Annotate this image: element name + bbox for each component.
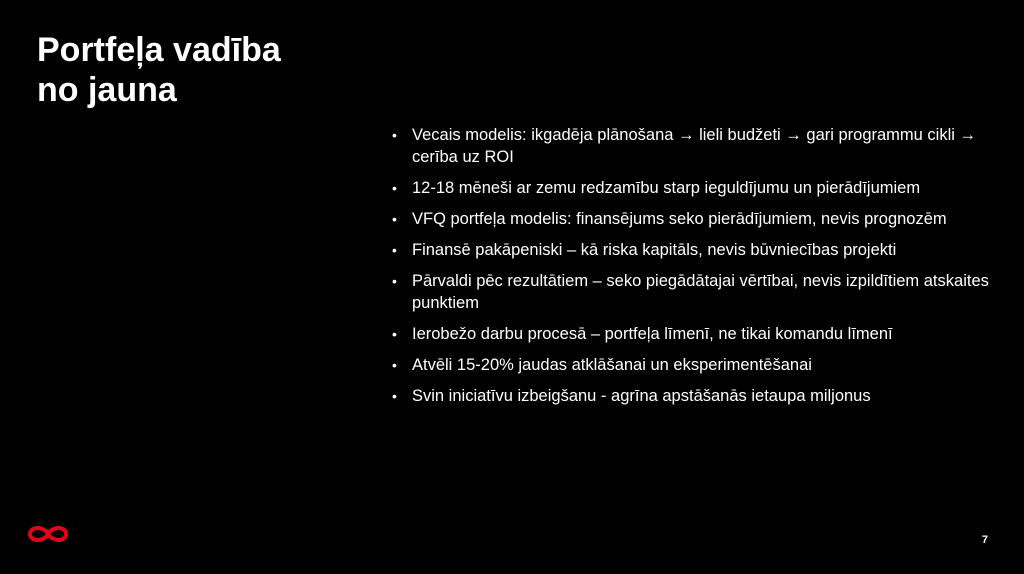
bullet-item bbox=[392, 385, 1002, 407]
bullet-text: Ierobežo darbu procesā – portfeļa līmenī, ne tikai komandu līmenī bbox=[412, 325, 893, 343]
slide-title-line-2: no jauna bbox=[37, 71, 177, 109]
bullet-dot: • bbox=[392, 242, 397, 258]
bullet-dot: • bbox=[392, 273, 397, 289]
bullet-text: Pārvaldi pēc rezultātiem – seko piegādātajai vērtībai, nevis izpildītiem atskaites punktiem bbox=[412, 272, 989, 312]
bullet-item bbox=[392, 354, 1002, 376]
bullet-text: VFQ portfeļa modelis: finansējums seko pierādījumiem, nevis prognozēm bbox=[412, 210, 947, 228]
bullet-dot: • bbox=[392, 326, 397, 342]
page-number: 7 bbox=[981, 534, 988, 546]
bullet-item bbox=[392, 124, 1002, 168]
bullet-dot: • bbox=[392, 388, 397, 404]
logo-ring-right bbox=[48, 528, 66, 540]
bullet-list bbox=[392, 124, 1002, 416]
bullet-item bbox=[392, 239, 1002, 261]
bullet-text: Finansē pakāpeniski – kā riska kapitāls, nevis būvniecības projekti bbox=[412, 241, 897, 259]
logo-ring-left bbox=[30, 528, 48, 540]
bullet-text: Atvēli 15-20% jaudas atklāšanai un eksperimentēšanai bbox=[412, 356, 812, 374]
bullet-item bbox=[392, 177, 1002, 199]
bullet-text: Svin iniciatīvu izbeigšanu - agrīna apstāšanās ietaupa miljonus bbox=[412, 387, 871, 405]
bullet-text: 12-18 mēneši ar zemu redzamību starp ieguldījumu un pierādījumiem bbox=[412, 179, 921, 197]
bullet-item bbox=[392, 323, 1002, 345]
bullet-text: Vecais modelis: ikgadēja plānošana → lieli budžeti → gari programmu cikli → cerība uz ROI bbox=[412, 126, 977, 166]
slide-title bbox=[37, 30, 281, 110]
interlocking-rings-logo-icon bbox=[26, 520, 70, 548]
bullet-dot: • bbox=[392, 127, 397, 143]
slide-title-line-1: Portfeļa vadība bbox=[37, 31, 281, 69]
bullet-dot: • bbox=[392, 180, 397, 196]
bullet-item bbox=[392, 270, 1002, 314]
bullet-dot: • bbox=[392, 357, 397, 373]
bullet-item bbox=[392, 208, 1002, 230]
bullet-dot: • bbox=[392, 211, 397, 227]
